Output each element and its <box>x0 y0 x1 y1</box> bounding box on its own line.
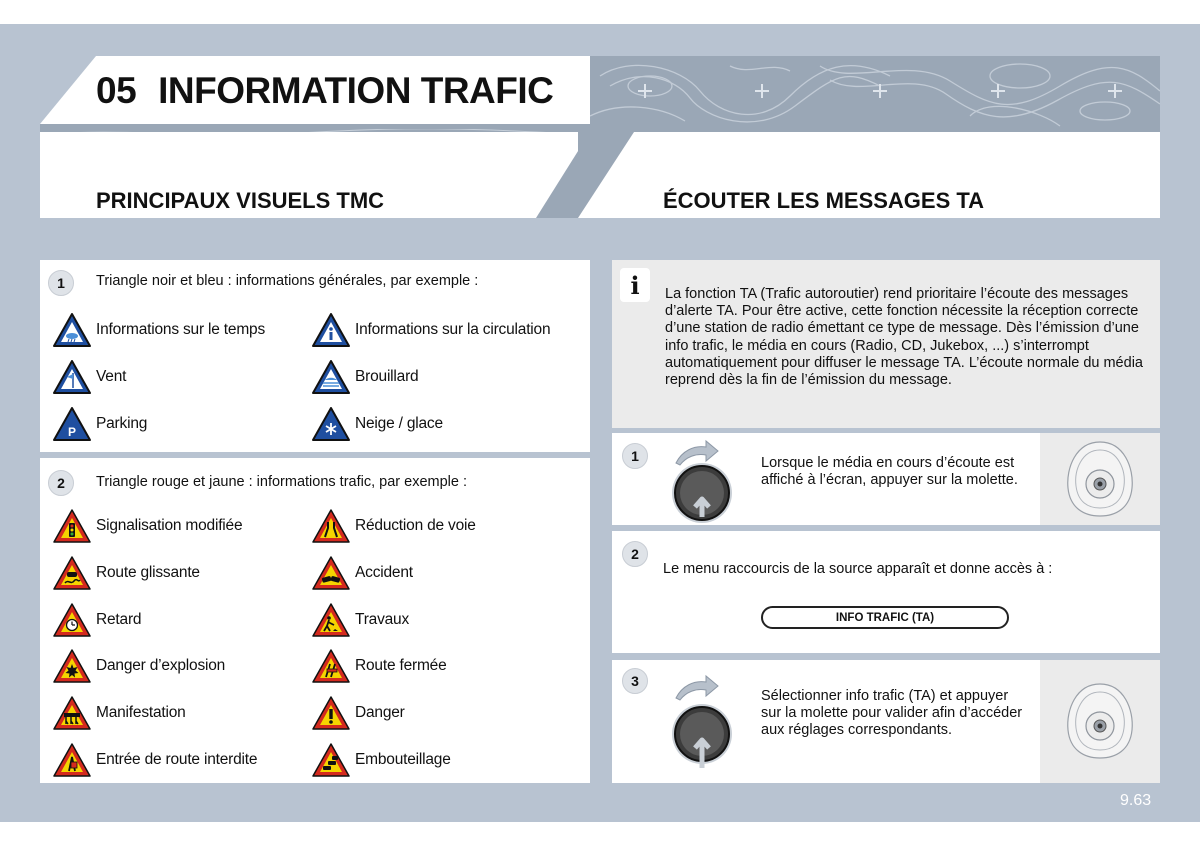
traffic-info-icon <box>311 312 351 348</box>
list-item-label: Réduction de voie <box>355 517 476 534</box>
list-item-label: Route glissante <box>96 564 200 581</box>
lane-reduction-icon <box>311 508 351 544</box>
accident-icon <box>311 555 351 591</box>
step-text: Le menu raccourcis de la source apparaît et donne accès à : <box>663 561 1053 577</box>
list-item <box>311 693 405 733</box>
list-item-label: Entrée de route interdite <box>96 751 258 768</box>
topographic-pattern <box>590 56 1160 132</box>
fog-icon <box>311 359 351 395</box>
group-number-badge: 2 <box>48 470 74 496</box>
page-title <box>96 70 553 112</box>
weather-info-icon <box>52 312 92 348</box>
step-text: Lorsque le média en cours d’écoute est affiché à l’écran, appuyer sur la molette. <box>761 455 1018 489</box>
list-item-label: Danger d’explosion <box>96 657 226 674</box>
list-item-label: Parking <box>96 415 148 432</box>
press-knob-icon <box>664 668 744 772</box>
list-item-label: Vent <box>96 368 127 385</box>
list-item <box>52 506 242 546</box>
topographic-banner <box>590 56 1160 132</box>
list-item-label: Travaux <box>355 611 410 628</box>
right-section-header-slant <box>578 132 634 218</box>
step-number-badge: 2 <box>622 541 648 567</box>
snow-ice-icon <box>311 406 351 442</box>
list-item-label: Neige / glace <box>355 415 443 432</box>
list-item-label: Retard <box>96 611 142 628</box>
press-knob-icon <box>664 433 744 525</box>
parking-icon <box>52 406 92 442</box>
group-intro: Triangle noir et bleu : informations générales, par exemple : <box>96 273 479 289</box>
step-panel <box>612 531 1160 653</box>
traffic-jam-icon <box>311 742 351 778</box>
list-item-label: Informations sur la circulation <box>355 321 551 338</box>
list-item <box>52 553 200 593</box>
title-band-corner <box>40 56 96 124</box>
list-item <box>52 646 225 686</box>
list-item-label: Route fermée <box>355 657 447 674</box>
group-intro: Triangle rouge et jaune : informations trafic, par exemple : <box>96 474 468 490</box>
list-item-label: Brouillard <box>355 368 419 385</box>
radio-control-icon <box>1062 680 1138 762</box>
list-item <box>52 357 126 397</box>
list-item <box>52 310 265 350</box>
step-number-badge: 1 <box>622 443 648 469</box>
info-icon: i <box>620 268 650 302</box>
road-closed-icon <box>311 648 351 684</box>
step-number-badge: 3 <box>622 668 648 694</box>
step-text: Sélectionner info trafic (TA) et appuyer sur la molette pour valider afin d’accéder aux réglages correspondants. <box>761 688 1023 739</box>
traffic-lights-icon <box>52 508 92 544</box>
wind-icon <box>52 359 92 395</box>
slippery-road-icon <box>52 555 92 591</box>
right-section-title: ÉCOUTER LES MESSAGES TA <box>663 188 985 213</box>
list-item <box>311 600 409 640</box>
chapter-number: 05 <box>96 70 137 111</box>
danger-icon <box>311 695 351 731</box>
delay-clock-icon <box>52 602 92 638</box>
list-item-label: Manifestation <box>96 704 186 721</box>
list-item <box>52 404 147 444</box>
list-item-label: Danger <box>355 704 405 721</box>
list-item-label: Embouteillage <box>355 751 451 768</box>
list-item <box>52 740 257 780</box>
roadworks-icon <box>311 602 351 638</box>
menu-item-info-trafic[interactable]: INFO TRAFIC (TA) <box>761 606 1009 629</box>
svg-text:P: P <box>67 425 77 439</box>
page-number: 9.63 <box>1120 792 1152 809</box>
group-number-badge: 1 <box>48 270 74 296</box>
list-item <box>52 693 186 733</box>
list-item <box>311 310 550 350</box>
info-note-text: La fonction TA (Trafic autoroutier) rend prioritaire l’écoute des messages d’alerte TA. Pour être active, cette fonction nécessite la réception correcte d’une station de radio émettant ce type de message. Dès l’émission d’une info trafic, le média en cours (Radio, CD, Jukebox, ...) s’interrompt automatiquement pour diffuser le message TA. L’écoute normale du média reprend dès la fin de l’émission du message. <box>665 286 1143 389</box>
list-item-label: Accident <box>355 564 413 581</box>
list-item <box>52 600 141 640</box>
list-item <box>311 404 443 444</box>
list-item <box>311 553 413 593</box>
title-underline <box>40 124 590 132</box>
list-item <box>311 506 476 546</box>
chapter-title: INFORMATION TRAFIC <box>158 70 554 111</box>
list-item-label: Signalisation modifiée <box>96 517 243 534</box>
left-section-title: PRINCIPAUX VISUELS TMC <box>96 188 385 213</box>
list-item <box>311 646 447 686</box>
no-entry-icon <box>52 742 92 778</box>
list-item <box>311 357 418 397</box>
demonstration-icon <box>52 695 92 731</box>
radio-control-icon <box>1062 438 1138 520</box>
explosion-icon <box>52 648 92 684</box>
list-item <box>311 740 451 780</box>
list-item-label: Informations sur le temps <box>96 321 266 338</box>
